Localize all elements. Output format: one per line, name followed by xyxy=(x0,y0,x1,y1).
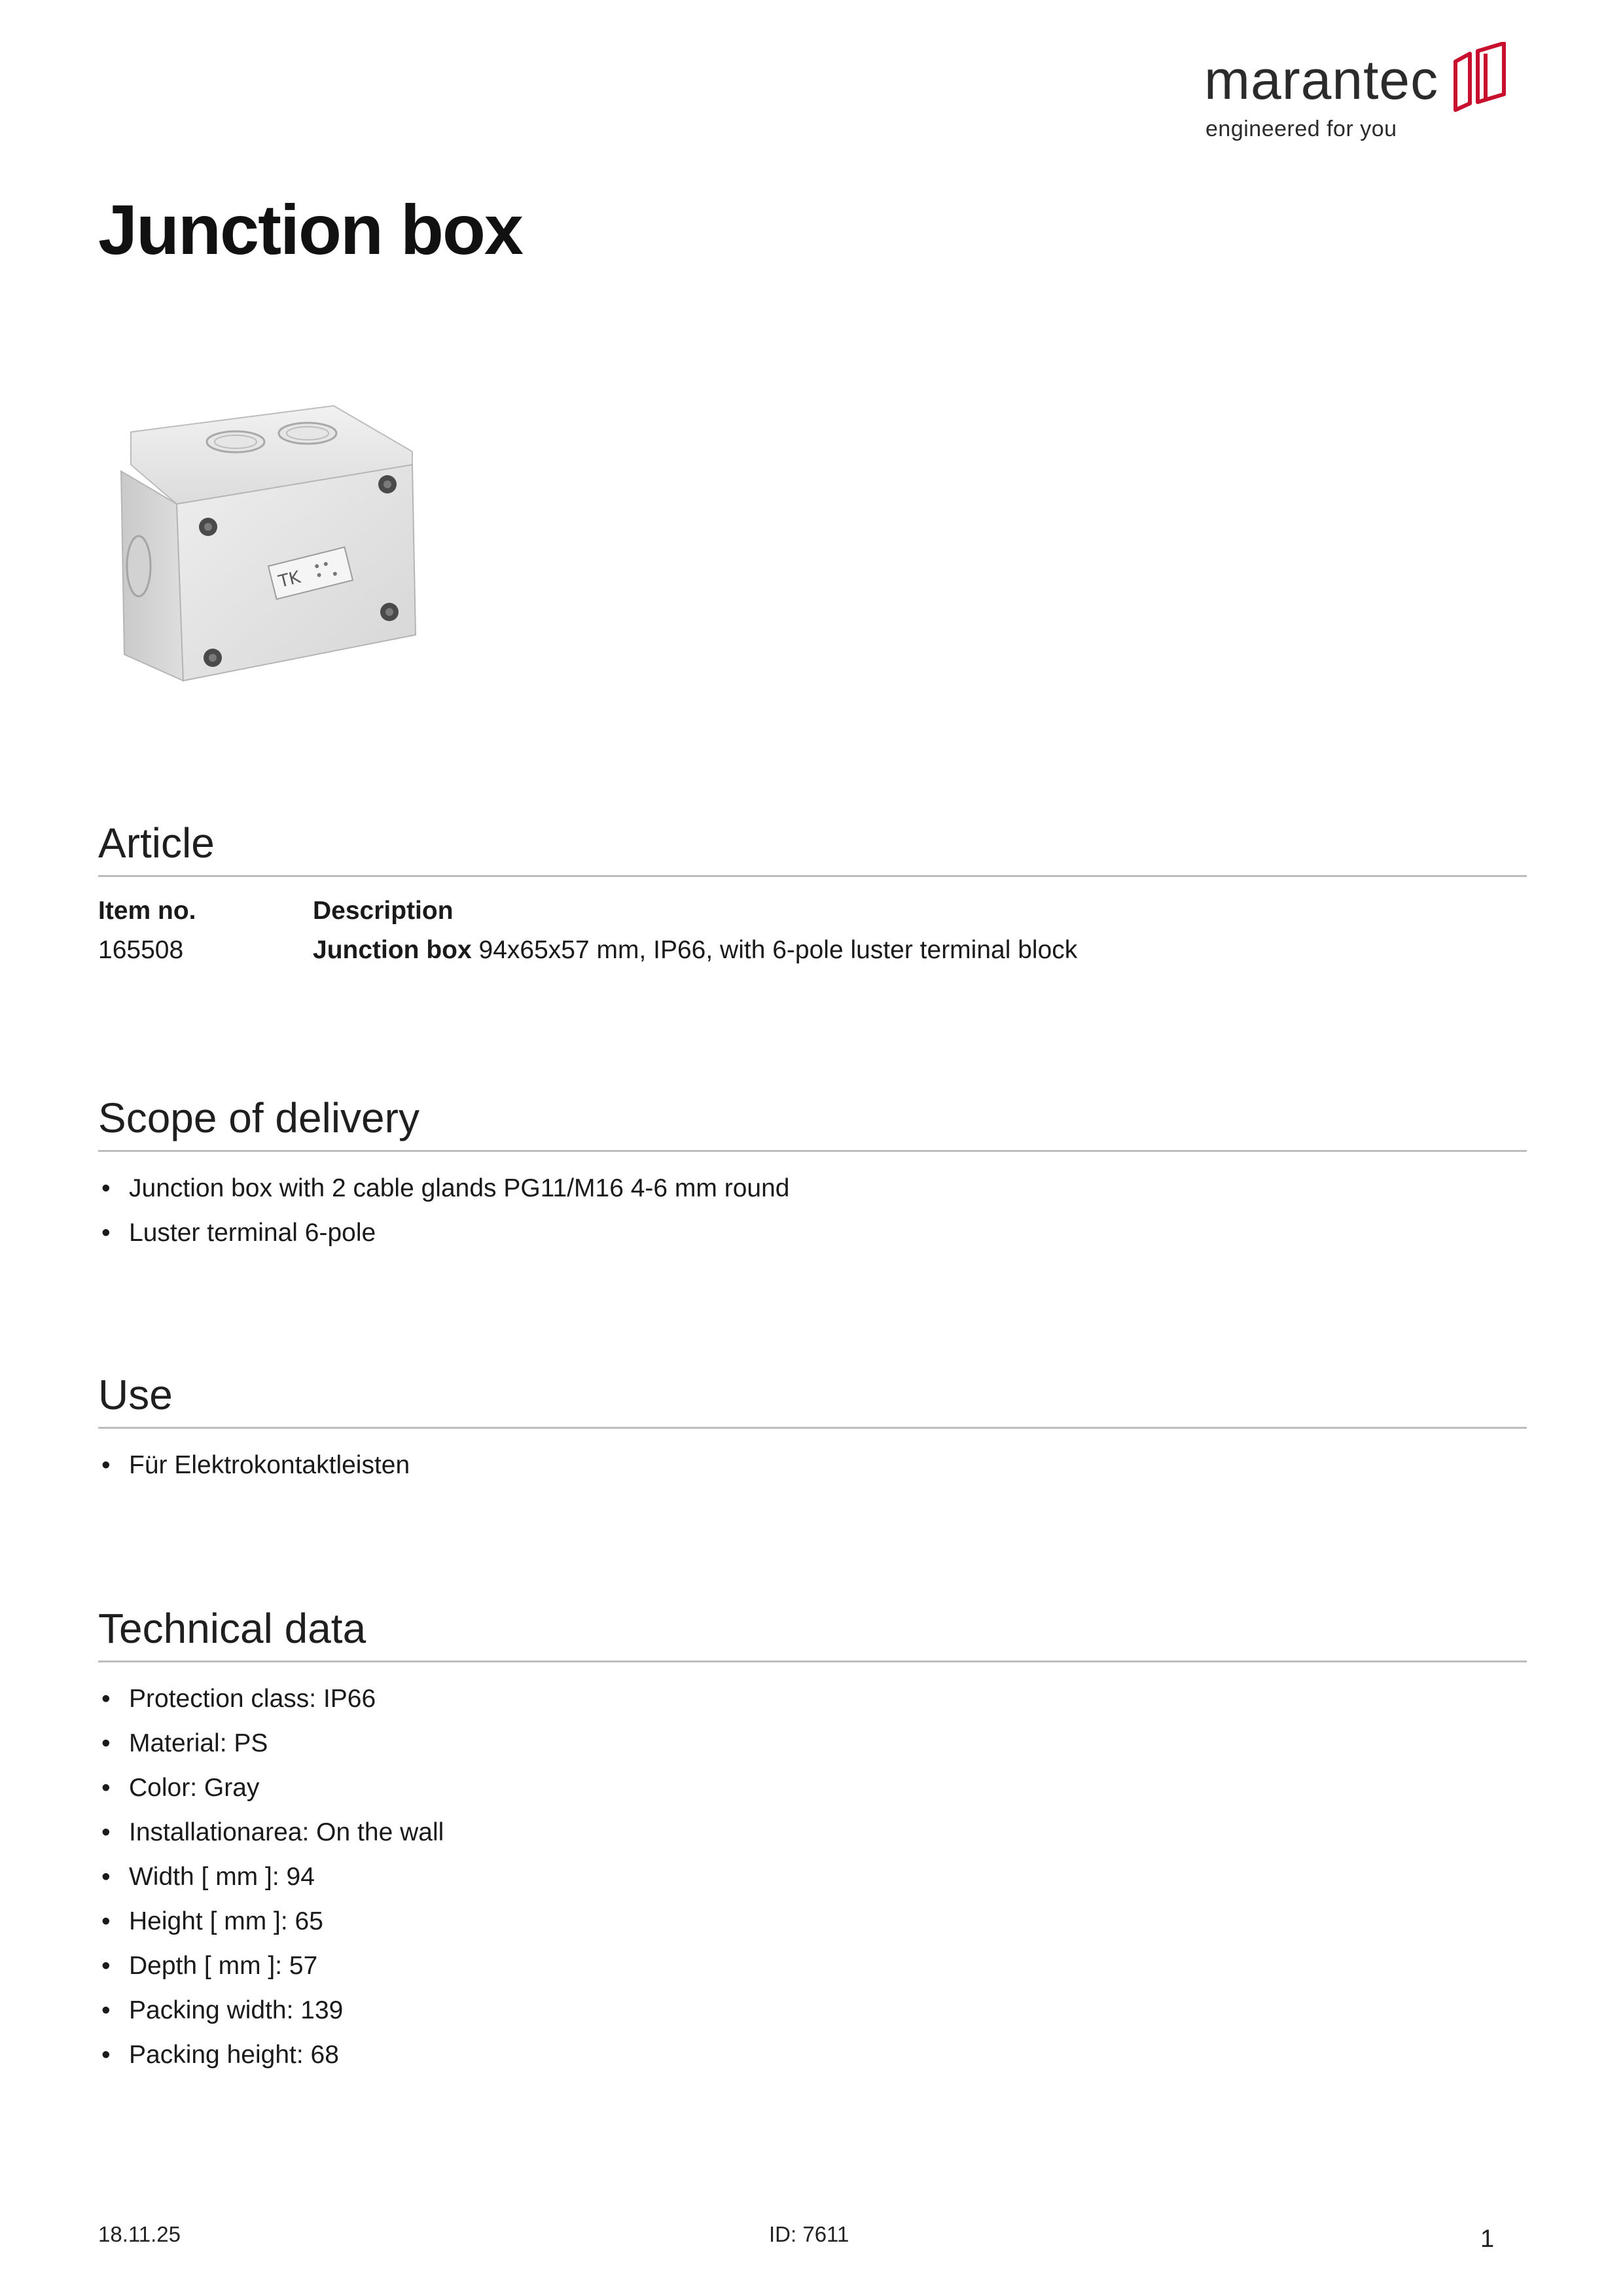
junction-box-image xyxy=(111,393,425,700)
footer-date: 18.11.25 xyxy=(98,2222,181,2246)
list-item: • Width [ mm ]: 94 xyxy=(98,1855,1527,1899)
list-item: • Color: Gray xyxy=(98,1766,1527,1810)
article-heading: Article xyxy=(98,818,1527,877)
article-header-row xyxy=(98,891,1527,931)
use-list xyxy=(98,1443,1527,1488)
use-section xyxy=(98,1370,1527,1488)
svg-text:TK: TK xyxy=(276,567,303,592)
description-details: 94x65x57 mm, IP66, with 6-pole luster terminal block xyxy=(471,935,1078,964)
article-section xyxy=(98,818,1527,970)
description-header: Description xyxy=(313,896,454,925)
marantec-logo-icon xyxy=(1452,42,1508,114)
list-item: • Für Elektrokontaktleisten xyxy=(98,1443,1527,1488)
technical-section xyxy=(98,1604,1527,2077)
list-item: • Packing width: 139 xyxy=(98,1988,1527,2033)
technical-list xyxy=(98,1677,1527,2077)
item-no-value: 165508 xyxy=(98,935,184,964)
article-table xyxy=(98,891,1527,970)
brand-logo xyxy=(1204,39,1505,151)
scope-list xyxy=(98,1166,1527,1255)
list-item: • Depth [ mm ]: 57 xyxy=(98,1944,1527,1988)
description-value xyxy=(313,931,1527,970)
page-number: 1 xyxy=(1480,2225,1495,2253)
scope-heading: Scope of delivery xyxy=(98,1093,1527,1152)
brand-tagline: engineered for you xyxy=(1205,117,1397,141)
list-item: • Protection class: IP66 xyxy=(98,1677,1527,1721)
list-item: • Installationarea: On the wall xyxy=(98,1810,1527,1855)
list-item: • Material: PS xyxy=(98,1721,1527,1766)
brand-name: marantec xyxy=(1204,49,1439,111)
list-item: • Packing height: 68 xyxy=(98,2033,1527,2077)
use-heading: Use xyxy=(98,1370,1527,1429)
article-row xyxy=(98,931,1527,970)
technical-heading: Technical data xyxy=(98,1604,1527,1662)
list-item: • Junction box with 2 cable glands PG11/M16 4-6 mm round xyxy=(98,1166,1527,1211)
footer-id: ID: 7611 xyxy=(769,2222,849,2246)
page-title: Junction box xyxy=(98,190,522,269)
scope-section xyxy=(98,1093,1527,1255)
item-no-header: Item no. xyxy=(98,896,196,925)
list-item: • Height [ mm ]: 65 xyxy=(98,1899,1527,1944)
list-item: • Luster terminal 6-pole xyxy=(98,1211,1527,1255)
description-product-name: Junction box xyxy=(313,935,472,964)
